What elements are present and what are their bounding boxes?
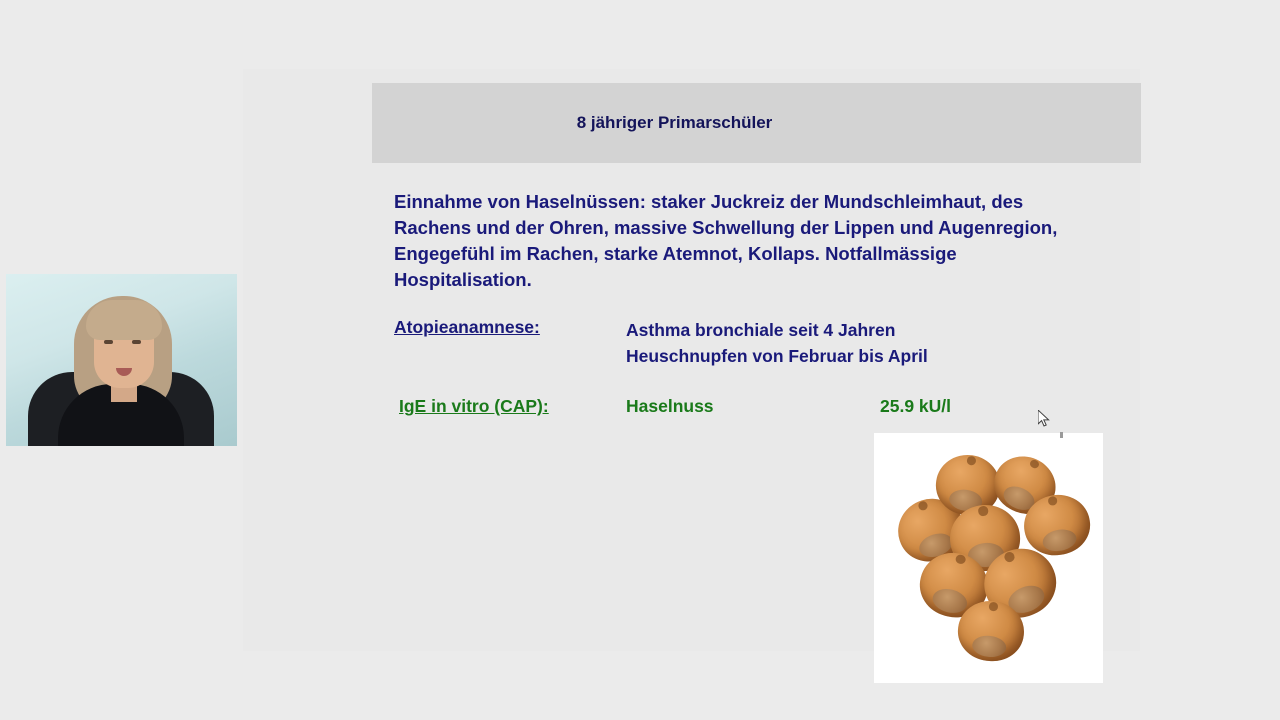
atopy-history-line-1: Asthma bronchiale seit 4 Jahren xyxy=(626,320,896,340)
presenter-webcam-video[interactable] xyxy=(6,274,237,446)
presentation-slide xyxy=(243,69,1140,651)
atopy-history-values xyxy=(626,317,1056,369)
slide-title: 8 jähriger Primarschüler xyxy=(576,113,773,132)
atopy-history-line-2: Heuschnupfen von Februar bis April xyxy=(626,346,928,366)
ige-allergen-name: Haselnuss xyxy=(626,396,714,416)
mouse-cursor xyxy=(1038,410,1050,428)
ige-test-label: IgE in vitro (CAP): xyxy=(399,396,549,416)
hazelnuts-image xyxy=(874,433,1103,683)
case-description-text: Einnahme von Haselnüssen: staker Juckreiz der Mundschleimhaut, des Rachens und der Ohren, massive Schwellung der Lippen und Augenregion, Engegefühl im Rachen, starke Atemnot, Kollaps. Notfallmässige Hospitalisation. xyxy=(394,191,1058,290)
right-eye-shape xyxy=(132,340,141,344)
left-eye-shape xyxy=(104,340,113,344)
slide-title-band xyxy=(372,83,1141,163)
stray-mark xyxy=(1060,432,1063,438)
hair-front-shape xyxy=(86,300,162,340)
atopy-history-label: Atopieanamnese: xyxy=(394,317,540,337)
ige-test-value: 25.9 kU/l xyxy=(880,396,952,416)
